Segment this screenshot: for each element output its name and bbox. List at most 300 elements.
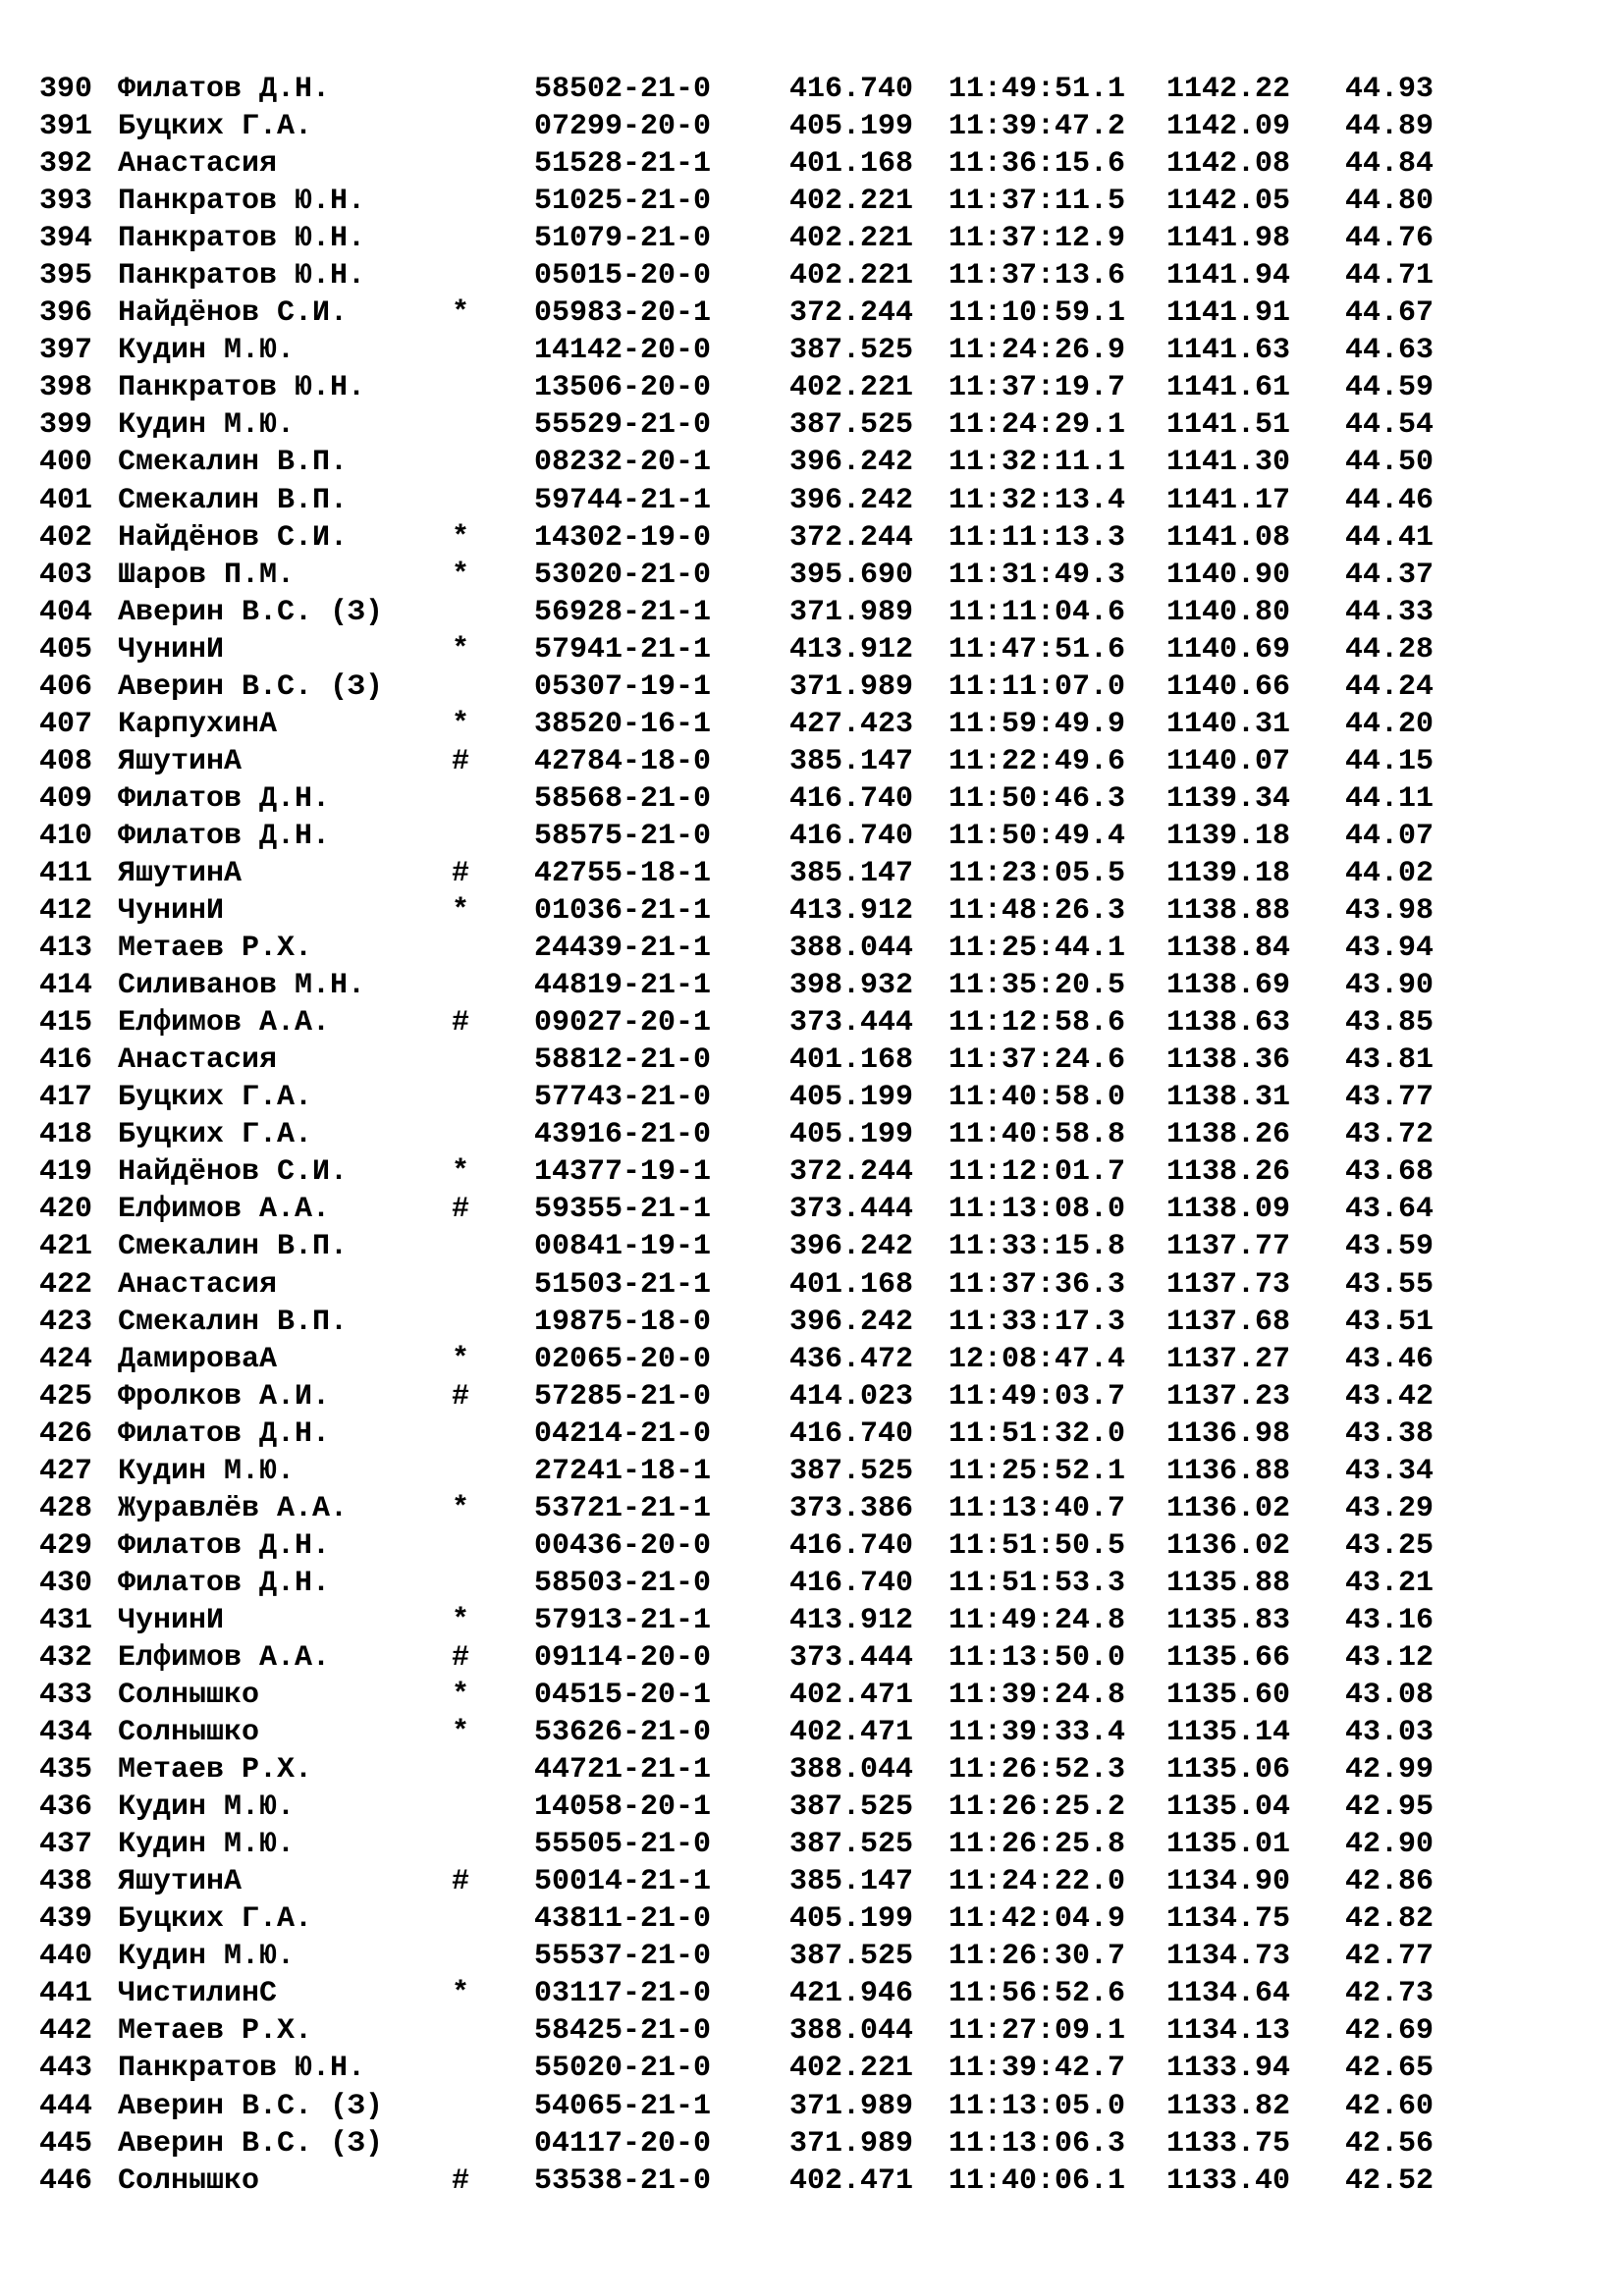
place-number: 435 [39,1753,93,1788]
score: 44.63 [1345,334,1435,368]
score: 44.50 [1345,446,1435,480]
ring-number: 14377-19-1 [534,1155,712,1190]
place-number: 412 [39,894,93,929]
ring-number: 53626-21-0 [534,1716,712,1750]
ring-number: 59355-21-1 [534,1193,712,1227]
ring-number: 51025-21-0 [534,185,712,219]
fancier-name: Силиванов М.Н. [118,969,366,1003]
arrival-time: 11:39:33.4 [948,1716,1126,1750]
distance: 416.740 [789,1566,914,1600]
score: 43.64 [1345,1193,1435,1227]
table-row [39,1341,1512,1378]
place-number: 406 [39,669,93,704]
ring-number: 01036-21-1 [534,894,712,929]
distance: 416.740 [789,73,914,106]
distance: 402.221 [789,185,914,219]
ring-number: 56928-21-1 [534,595,712,629]
speed: 1136.88 [1166,1454,1291,1488]
ring-number: 02065-20-0 [534,1342,712,1376]
fancier-name: Смекалин В.П. [118,1230,349,1264]
ring-number: 51503-21-1 [534,1267,712,1302]
distance: 402.471 [789,1716,914,1750]
place-number: 437 [39,1828,93,1862]
table-row [39,1975,1512,2012]
score: 44.37 [1345,558,1435,592]
place-number: 424 [39,1342,93,1376]
speed: 1141.98 [1166,222,1291,256]
place-number: 418 [39,1118,93,1152]
score: 43.81 [1345,1043,1435,1078]
table-row [39,631,1512,668]
score: 44.07 [1345,819,1435,853]
table-row [39,1266,1512,1304]
score: 43.72 [1345,1118,1435,1152]
distance: 401.168 [789,1043,914,1078]
fancier-name: Панкратов Ю.Н. [118,259,366,294]
fancier-name: Метаев Р.Х. [118,2014,313,2049]
speed: 1142.05 [1166,185,1291,219]
score: 44.59 [1345,371,1435,405]
arrival-time: 11:24:26.9 [948,334,1126,368]
ring-number: 00841-19-1 [534,1230,712,1264]
fancier-name: Солнышко [118,1679,260,1713]
arrival-time: 11:26:52.3 [948,1753,1126,1788]
fancier-name: Панкратов Ю.Н. [118,2052,366,2086]
ring-number: 04214-21-0 [534,1416,712,1451]
ring-number: 09114-20-0 [534,1640,712,1675]
fancier-name: Филатов Д.Н. [118,1416,331,1451]
place-number: 431 [39,1603,93,1637]
arrival-time: 11:12:01.7 [948,1155,1126,1190]
fancier-name: ДамироваА [118,1342,278,1376]
place-number: 395 [39,259,93,294]
place-number: 399 [39,408,93,443]
place-number: 392 [39,147,93,182]
speed: 1135.01 [1166,1828,1291,1862]
arrival-time: 11:24:29.1 [948,408,1126,443]
arrival-time: 11:56:52.6 [948,1977,1126,2011]
score: 43.42 [1345,1379,1435,1414]
speed: 1142.08 [1166,147,1291,182]
ring-number: 05015-20-0 [534,259,712,294]
arrival-time: 11:40:06.1 [948,2163,1126,2198]
distance: 371.989 [789,2089,914,2123]
arrival-time: 11:33:17.3 [948,1305,1126,1339]
fancier-name: Филатов Д.Н. [118,1566,331,1600]
place-number: 420 [39,1193,93,1227]
distance: 414.023 [789,1379,914,1414]
ring-number: 51528-21-1 [534,147,712,182]
ring-number: 05307-19-1 [534,669,712,704]
table-row [39,1453,1512,1490]
table-row [39,2163,1512,2200]
distance: 413.912 [789,632,914,667]
distance: 398.932 [789,969,914,1003]
mark-symbol: # [452,2163,470,2198]
fancier-name: Метаев Р.Х. [118,932,313,966]
table-row [39,444,1512,481]
speed: 1141.61 [1166,371,1291,405]
distance: 413.912 [789,1603,914,1637]
mark-symbol: * [452,520,470,555]
distance: 396.242 [789,446,914,480]
table-row [39,406,1512,444]
mark-symbol: * [452,632,470,667]
fancier-name: Аверин В.С. (З) [118,595,384,629]
table-row [39,1751,1512,1789]
arrival-time: 11:36:15.6 [948,147,1126,182]
distance: 396.242 [789,1230,914,1264]
arrival-time: 11:59:49.9 [948,707,1126,741]
table-row [39,1116,1512,1153]
fancier-name: Буцких Г.А. [118,1118,313,1152]
table-row [39,108,1512,145]
ring-number: 24439-21-1 [534,932,712,966]
score: 43.25 [1345,1528,1435,1563]
speed: 1134.13 [1166,2014,1291,2049]
arrival-time: 11:24:22.0 [948,1865,1126,1899]
fancier-name: Анастасия [118,1267,278,1302]
distance: 416.740 [789,1528,914,1563]
place-number: 400 [39,446,93,480]
speed: 1136.98 [1166,1416,1291,1451]
ring-number: 55537-21-0 [534,1940,712,1974]
score: 42.82 [1345,1902,1435,1937]
fancier-name: Буцких Г.А. [118,1902,313,1937]
speed: 1135.83 [1166,1603,1291,1637]
speed: 1138.31 [1166,1081,1291,1115]
score: 43.55 [1345,1267,1435,1302]
speed: 1140.07 [1166,744,1291,778]
fancier-name: Буцких Г.А. [118,1081,313,1115]
fancier-name: Кудин М.Ю. [118,408,296,443]
ring-number: 53020-21-0 [534,558,712,592]
fancier-name: Смекалин В.П. [118,1305,349,1339]
place-number: 390 [39,73,93,106]
score: 43.16 [1345,1603,1435,1637]
place-number: 425 [39,1379,93,1414]
mark-symbol: * [452,558,470,592]
ring-number: 43916-21-0 [534,1118,712,1152]
table-row [39,1677,1512,1714]
table-row [39,1863,1512,1900]
place-number: 436 [39,1790,93,1825]
score: 44.46 [1345,483,1435,517]
arrival-time: 11:13:50.0 [948,1640,1126,1675]
speed: 1138.69 [1166,969,1291,1003]
fancier-name: Анастасия [118,1043,278,1078]
ring-number: 04117-20-0 [534,2126,712,2161]
place-number: 405 [39,632,93,667]
speed: 1138.63 [1166,1006,1291,1041]
speed: 1133.75 [1166,2126,1291,2161]
mark-symbol: * [452,1342,470,1376]
fancier-name: КарпухинА [118,707,278,741]
fancier-name: Журавлёв А.А. [118,1491,349,1525]
arrival-time: 11:25:52.1 [948,1454,1126,1488]
place-number: 396 [39,296,93,331]
score: 44.24 [1345,669,1435,704]
fancier-name: Елфимов А.А. [118,1006,331,1041]
distance: 372.244 [789,520,914,555]
distance: 373.444 [789,1006,914,1041]
mark-symbol: # [452,1379,470,1414]
ring-number: 04515-20-1 [534,1679,712,1713]
table-row [39,1228,1512,1265]
place-number: 428 [39,1491,93,1525]
table-row [39,1938,1512,1975]
score: 43.94 [1345,932,1435,966]
mark-symbol: * [452,1491,470,1525]
score: 44.93 [1345,73,1435,106]
distance: 401.168 [789,147,914,182]
place-number: 442 [39,2014,93,2049]
score: 44.11 [1345,781,1435,816]
distance: 373.444 [789,1640,914,1675]
distance: 388.044 [789,932,914,966]
ring-number: 43811-21-0 [534,1902,712,1937]
place-number: 438 [39,1865,93,1899]
distance: 371.989 [789,669,914,704]
distance: 373.444 [789,1193,914,1227]
fancier-name: ЯшутинА [118,744,243,778]
speed: 1133.94 [1166,2052,1291,2086]
score: 43.12 [1345,1640,1435,1675]
fancier-name: Панкратов Ю.Н. [118,371,366,405]
place-number: 432 [39,1640,93,1675]
arrival-time: 11:49:24.8 [948,1603,1126,1637]
place-number: 440 [39,1940,93,1974]
arrival-time: 11:50:49.4 [948,819,1126,853]
place-number: 421 [39,1230,93,1264]
mark-symbol: * [452,707,470,741]
ring-number: 42755-18-1 [534,856,712,890]
ring-number: 53721-21-1 [534,1491,712,1525]
speed: 1133.40 [1166,2163,1291,2198]
fancier-name: Аверин В.С. (З) [118,669,384,704]
fancier-name: Буцких Г.А. [118,110,313,144]
score: 43.03 [1345,1716,1435,1750]
place-number: 401 [39,483,93,517]
speed: 1138.26 [1166,1155,1291,1190]
fancier-name: Кудин М.Ю. [118,1940,296,1974]
table-row [39,1490,1512,1527]
table-row [39,294,1512,332]
ring-number: 13506-20-0 [534,371,712,405]
mark-symbol: # [452,856,470,890]
place-number: 415 [39,1006,93,1041]
arrival-time: 11:39:47.2 [948,110,1126,144]
speed: 1134.73 [1166,1940,1291,1974]
table-row [39,1714,1512,1751]
score: 44.80 [1345,185,1435,219]
place-number: 427 [39,1454,93,1488]
ring-number: 58568-21-0 [534,781,712,816]
distance: 387.525 [789,408,914,443]
fancier-name: Кудин М.Ю. [118,1790,296,1825]
fancier-name: ЧунинИ [118,632,225,667]
score: 42.90 [1345,1828,1435,1862]
speed: 1141.91 [1166,296,1291,331]
ring-number: 55505-21-0 [534,1828,712,1862]
fancier-name: Метаев Р.Х. [118,1753,313,1788]
mark-symbol: # [452,1006,470,1041]
ring-number: 14142-20-0 [534,334,712,368]
distance: 402.471 [789,1679,914,1713]
fancier-name: Солнышко [118,2163,260,2198]
distance: 388.044 [789,2014,914,2049]
distance: 385.147 [789,744,914,778]
fancier-name: Солнышко [118,1716,260,1750]
ring-number: 58812-21-0 [534,1043,712,1078]
distance: 402.221 [789,222,914,256]
ring-number: 55020-21-0 [534,2052,712,2086]
score: 42.86 [1345,1865,1435,1899]
speed: 1135.04 [1166,1790,1291,1825]
table-row [39,557,1512,594]
place-number: 426 [39,1416,93,1451]
distance: 413.912 [789,894,914,929]
ring-number: 14058-20-1 [534,1790,712,1825]
table-row [39,220,1512,257]
distance: 402.221 [789,371,914,405]
speed: 1138.36 [1166,1043,1291,1078]
arrival-time: 11:51:50.5 [948,1528,1126,1563]
distance: 371.989 [789,595,914,629]
speed: 1135.60 [1166,1679,1291,1713]
speed: 1133.82 [1166,2089,1291,2123]
table-row [39,257,1512,294]
speed: 1140.31 [1166,707,1291,741]
score: 44.41 [1345,520,1435,555]
table-row [39,892,1512,930]
mark-symbol: # [452,1865,470,1899]
distance: 416.740 [789,1416,914,1451]
mark-symbol: * [452,1679,470,1713]
arrival-time: 11:32:13.4 [948,483,1126,517]
fancier-name: Кудин М.Ю. [118,1828,296,1862]
table-row [39,1191,1512,1228]
distance: 401.168 [789,1267,914,1302]
mark-symbol: * [452,1716,470,1750]
mark-symbol: # [452,1193,470,1227]
place-number: 422 [39,1267,93,1302]
score: 42.56 [1345,2126,1435,2161]
distance: 396.242 [789,1305,914,1339]
ring-number: 58425-21-0 [534,2014,712,2049]
fancier-name: Аверин В.С. (З) [118,2126,384,2161]
arrival-time: 11:31:49.3 [948,558,1126,592]
arrival-time: 11:13:06.3 [948,2126,1126,2161]
distance: 402.221 [789,259,914,294]
place-number: 408 [39,744,93,778]
score: 44.84 [1345,147,1435,182]
arrival-time: 11:13:40.7 [948,1491,1126,1525]
score: 44.02 [1345,856,1435,890]
ring-number: 51079-21-0 [534,222,712,256]
speed: 1134.90 [1166,1865,1291,1899]
speed: 1142.09 [1166,110,1291,144]
arrival-time: 11:35:20.5 [948,969,1126,1003]
table-row [39,145,1512,183]
score: 42.77 [1345,1940,1435,1974]
distance: 405.199 [789,110,914,144]
fancier-name: Елфимов А.А. [118,1193,331,1227]
ring-number: 57941-21-1 [534,632,712,667]
arrival-time: 11:23:05.5 [948,856,1126,890]
table-row [39,2125,1512,2163]
ring-number: 58503-21-0 [534,1566,712,1600]
table-row [39,2088,1512,2125]
place-number: 429 [39,1528,93,1563]
score: 44.67 [1345,296,1435,331]
score: 43.46 [1345,1342,1435,1376]
place-number: 402 [39,520,93,555]
place-number: 419 [39,1155,93,1190]
place-number: 445 [39,2126,93,2161]
table-row [39,967,1512,1004]
place-number: 417 [39,1081,93,1115]
score: 44.28 [1345,632,1435,667]
mark-symbol: * [452,894,470,929]
ring-number: 54065-21-1 [534,2089,712,2123]
table-row [39,706,1512,743]
score: 42.99 [1345,1753,1435,1788]
distance: 416.740 [789,781,914,816]
mark-symbol: * [452,296,470,331]
place-number: 397 [39,334,93,368]
ring-number: 58575-21-0 [534,819,712,853]
table-row [39,1378,1512,1415]
arrival-time: 11:37:24.6 [948,1043,1126,1078]
ring-number: 44721-21-1 [534,1753,712,1788]
speed: 1138.26 [1166,1118,1291,1152]
table-row [39,183,1512,220]
fancier-name: Смекалин В.П. [118,446,349,480]
distance: 405.199 [789,1081,914,1115]
speed: 1136.02 [1166,1491,1291,1525]
arrival-time: 11:11:04.6 [948,595,1126,629]
score: 44.15 [1345,744,1435,778]
speed: 1139.18 [1166,819,1291,853]
fancier-name: Шаров П.М. [118,558,296,592]
speed: 1137.23 [1166,1379,1291,1414]
table-row [39,1900,1512,1938]
ring-number: 57285-21-0 [534,1379,712,1414]
table-row [39,482,1512,519]
score: 44.54 [1345,408,1435,443]
distance: 436.472 [789,1342,914,1376]
score: 43.68 [1345,1155,1435,1190]
arrival-time: 11:26:25.2 [948,1790,1126,1825]
place-number: 410 [39,819,93,853]
arrival-time: 11:47:51.6 [948,632,1126,667]
fancier-name: Филатов Д.Н. [118,819,331,853]
speed: 1140.80 [1166,595,1291,629]
speed: 1138.09 [1166,1193,1291,1227]
mark-symbol: * [452,1155,470,1190]
place-number: 444 [39,2089,93,2123]
ring-number: 07299-20-0 [534,110,712,144]
score: 44.76 [1345,222,1435,256]
speed: 1141.17 [1166,483,1291,517]
arrival-time: 11:13:08.0 [948,1193,1126,1227]
arrival-time: 11:49:51.1 [948,73,1126,106]
speed: 1137.27 [1166,1342,1291,1376]
place-number: 441 [39,1977,93,2011]
place-number: 404 [39,595,93,629]
ring-number: 38520-16-1 [534,707,712,741]
